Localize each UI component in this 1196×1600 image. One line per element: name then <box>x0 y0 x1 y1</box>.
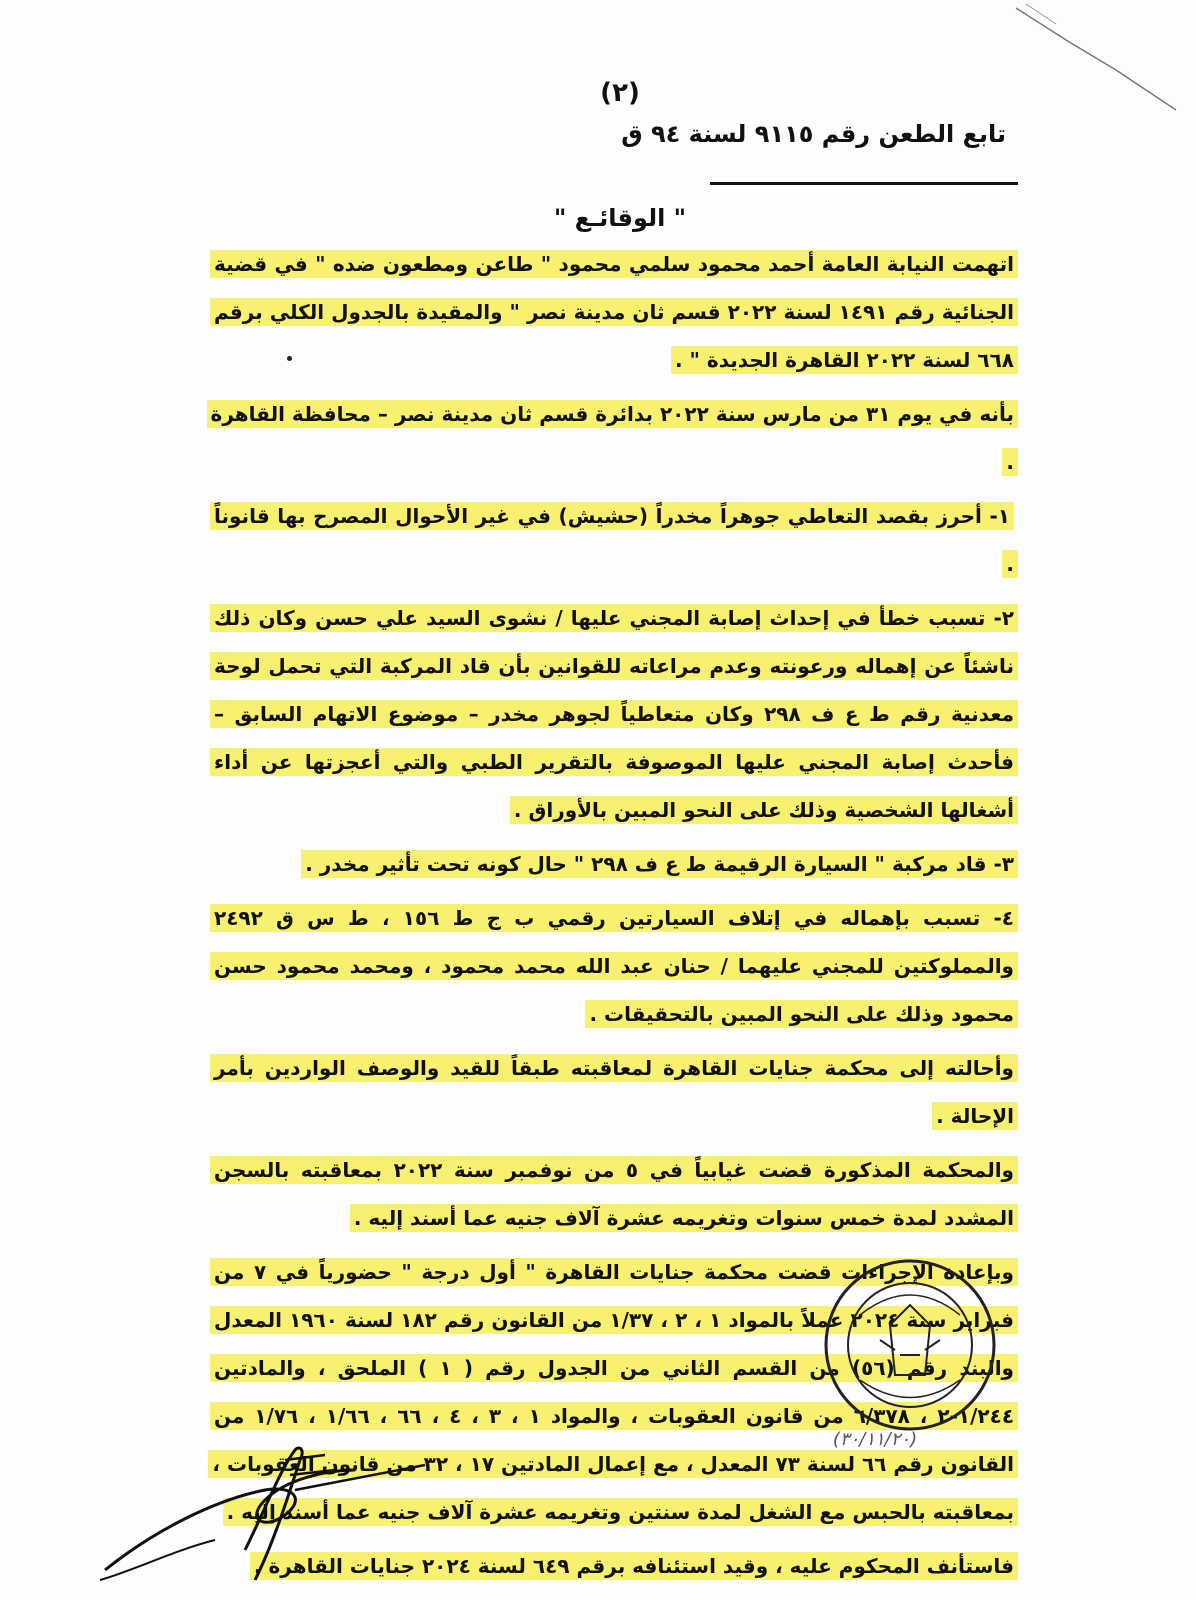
signature <box>95 1430 445 1590</box>
paragraph-charge-1: ١- أحرز بقصد التعاطي جوهراً مخدراً (حشيش) في غير الأحوال المصرح بها قانوناً . <box>210 492 1018 588</box>
section-title: " الوقائـع " <box>553 204 687 232</box>
paragraph-date-location: بأنه في يوم ٣١ من مارس سنة ٢٠٢٢ بدائرة قسم ثان مدينة نصر – محافظة القاهرة . <box>210 390 1018 486</box>
official-seal-stamp <box>820 1255 1000 1435</box>
paragraph-charge-3: ٣- قاد مركبة " السيارة الرقيمة ط ع ف ٢٩٨ " حال كونه تحت تأثير مخدر . <box>210 840 1018 888</box>
paragraph-referral: وأحالته إلى محكمة جنايات القاهرة لمعاقبته طبقاً للقيد والوصف الواردين بأمر الإحالة . <box>210 1044 1018 1140</box>
paragraph-charge-4: ٤- تسبب بإهماله في إتلاف السيارتين رقمي ب ج ط ١٥٦ ، ط س ق ٢٤٩٢ والمملوكتين للمجني عليهما / حنان عبد الله محمد محمود ، ومحمد محمود حسن محمود وذلك على النحو المبين بالتحقيقات . <box>210 894 1018 1038</box>
case-reference: تابع الطعن رقم ٩١١٥ لسنة ٩٤ ق <box>621 120 1006 148</box>
paragraph-absentia-ruling: والمحكمة المذكورة قضت غيابياً في ٥ من نوفمبر سنة ٢٠٢٢ بمعاقبته بالسجن المشدد لمدة خمس سنوات وتغريمه عشرة آلاف جنيه عما أسند إليه . <box>210 1146 1018 1242</box>
paragraph-charges-intro: اتهمت النيابة العامة أحمد محمود سلمي محمود " طاعن ومطعون ضده " في قضية الجنائية رقم ١٤٩١ لسنة ٢٠٢٢ قسم ثان مدينة نصر " والمقيدة بالجدول الكلي برقم ٦٦٨ لسنة ٢٠٢٢ القاهرة الجديدة " . <box>210 240 1018 384</box>
paragraph-charge-2: ٢- تسبب خطأ في إحداث إصابة المجني عليها / نشوى السيد علي حسن وكان ذلك ناشئاً عن إهماله ورعونته وعدم مراعاته للقوانين بأن قاد المركبة التي تحمل لوحة معدنية رقم ط ع ف ٢٩٨ وكان متعاطياً لجوهر مخدر – موضوع الاتهام السابق – فأحدث إصابة المجني عليها الموصوفة بالتقرير الطبي والتي أعجزتها عن أداء أشغالها الشخصية وذلك على النحو المبين بالأوراق . <box>210 594 1018 834</box>
paragraph-appeal: فاستأنف المحكوم عليه ، وقيد استئنافه برقم ٦٤٩ لسنة ٢٠٢٤ جنايات القاهرة . <box>210 1542 1018 1590</box>
handwritten-note: (٣٠/١١/٢٠) <box>832 1429 918 1450</box>
heading-underline <box>710 182 1018 185</box>
corner-scratch-mark <box>996 0 1196 140</box>
page-number: (٢) <box>600 78 640 108</box>
paragraph-retrial-ruling: وبإعادة الإجراءات قضت محكمة جنايات القاهرة " أول درجة " حضورياً في ٧ من فبراير سنة ٢٠٢٤ عملاً بالمواد ١ ، ٢ ، ١/٣٧ من القانون رقم ١٨٢ لسنة ١٩٦٠ المعدل والبند رقم (٥٦) من القسم الثاني من الجدول رقم ( ١ ) الملحق ، والمادتين ١/٢٤٤-٢ ، ٦/٣٧٨ من قانون العقوبات ، والمواد ١ ، ٣ ، ٤ ، ٦٦ ، ١/٦٦ ، ١/٧٦ من القانون رقم ٦٦ لسنة ٧٣ المعدل ، مع إعمال المادتين ١٧ ، ٣٢ من قانون العقوبات ، بمعاقبته بالحبس مع الشغل لمدة سنتين وتغريمه عشرة آلاف جنيه عما أسند إليه . <box>210 1248 1018 1536</box>
